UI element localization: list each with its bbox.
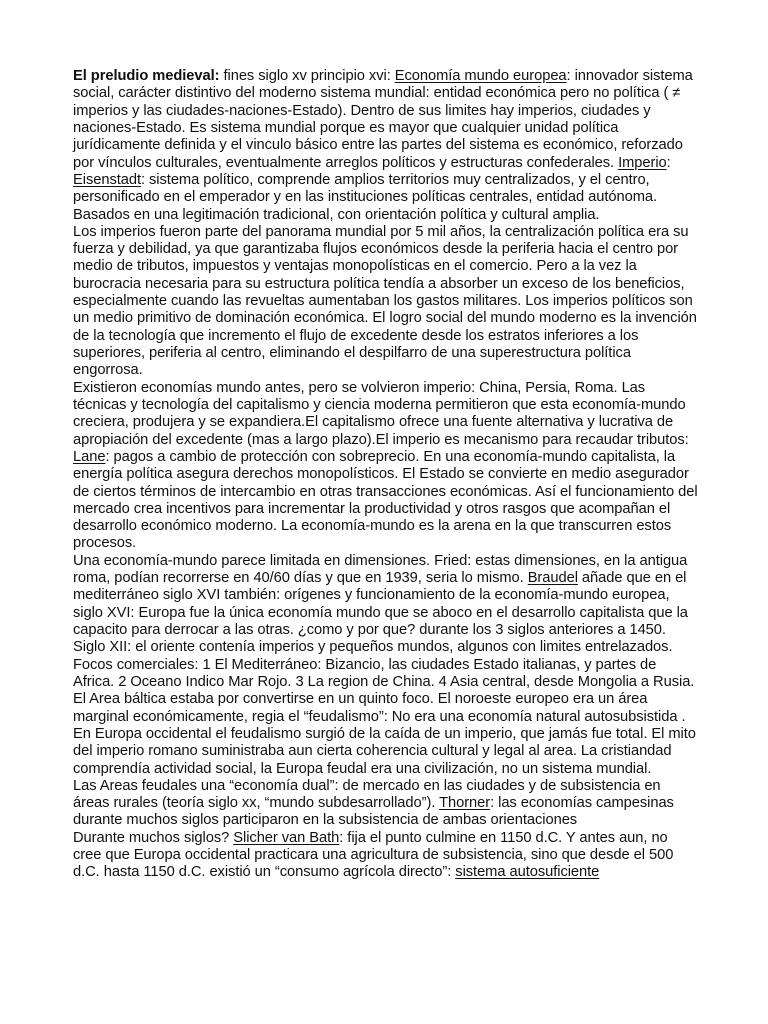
paragraph-4	[73, 553, 699, 778]
text-run: Durante muchos siglos?	[73, 829, 234, 846]
paragraph-2: Los imperios fueron parte del panorama mundial por 5 mil años, la centralización política era su fuerza y debilidad, ya que garantizaba flujos económicos desde la periferia hacia el centro por medio de tributos, impuestos y ventajas monopolísticas en el comercio. Pero a la vez la burocracia necesaria para su estructura política tendía a absorber un exceso de los beneficios, especialmente cuando las revueltas aumentaban los gastos militares. Los imperios políticos son un medio primitivo de dominación económica. El logro social del mundo moderno es la invención de la tecnología que incremento el flujo de excedente desde los estratos inferiores a los superiores, periferia al centro, eliminando el despilfarro de una superestructura política engorrosa.	[73, 223, 697, 379]
underlined-term-braudel: Braudel	[527, 570, 578, 587]
underlined-term-economia-mundo: Economía mundo europea	[394, 68, 567, 84]
paragraph-3	[73, 380, 699, 553]
text-run: :	[666, 154, 671, 171]
underlined-term-lane: Lane	[73, 448, 106, 465]
text-run: : sistema político, comprende amplios territorios muy centralizados, y el centro, personificado en el emperador y en las instituciones políticas centrales, entidad autónoma. Basados en una legitimación tradicional, con orientación política y cultural amplia.	[73, 171, 658, 223]
paragraph-6	[73, 830, 699, 882]
text-run: fines siglo xv principio xvi:	[219, 68, 395, 84]
text-run: añade que en el mediterráneo siglo XVI también: orígenes y funcionamiento de la economía-mundo europea, siglo XVI: Europa fue la única economía mundo que se aboco en el desarrollo capitalista que la capacito para derrocar a las otras. ¿como y por que? durante los 3 siglos anteriores a 1450. Siglo XII: el oriente contenía imperios y pequeños mundos, algunos con limites entrelazados. Focos comerciales: 1 El Mediterráneo: Bizancio, las ciudades Estado italianas, y partes de Africa. 2 Oceano Indico Mar Rojo. 3 La region de China. 4 Asia central, desde Mongolia a Rusia. El Area báltica estaba por convertirse en un quinto foco. El noroeste europeo era un área marginal económicamente, regia el “feudalismo”: No era una economía natural autosubsistida . En Europa occidental el feudalismo surgió de la caída de un imperio, que jamás fue total. El mito del imperio romano suministraba aun cierta coherencia cultural y legal al area. La cristiandad comprendía actividad social, la Europa feudal era una civilización, no un sistema mundial.	[73, 570, 696, 777]
underlined-term-imperio: Imperio	[618, 154, 667, 171]
document-body	[73, 68, 699, 882]
section-heading: El preludio medieval:	[73, 68, 220, 84]
text-run: Existieron economías mundo antes, pero se volvieron imperio: China, Persia, Roma. Las técnicas y tecnología del capitalismo y ciencia moderna permitieron que esta economía-mundo creciera, produjera y se expandiera.El capitalismo ofrece una fuente alternativa y lucrativa de apropiación del excedente (mas a largo plazo).El imperio es mecanismo para recaudar tributos:	[73, 379, 689, 448]
underlined-term-eisenstadt: Eisenstadt	[73, 171, 141, 188]
text-run: : pagos a cambio de protección con sobreprecio. En una economía-mundo capitalista, la energía política asegura derechos monopolísticos. El Estado se convierte en medio asegurador de ciertos términos de intercambio en otras transacciones económicas. Así el funcionamiento del mercado crea incentivos para incrementar la productividad y otros rasgos que acompañan el desarrollo económico moderno. La economía-mundo es la arena en la que transcurren estos procesos.	[73, 448, 698, 552]
text-run: : las economías campesinas durante muchos siglos participaron en la subsistencia de ambas orientaciones	[73, 795, 674, 829]
text-run: Las Areas feudales una “economía dual”: de mercado en las ciudades y de subsistencia en áreas rurales (teoría siglo xx, “mundo subdesarrollado”).	[73, 777, 661, 812]
underlined-term-thorner: Thorner	[439, 795, 491, 812]
underlined-term-slicher-van-bath: Slicher van Bath	[233, 829, 340, 846]
underlined-term-sistema-autosuficiente: sistema autosuficiente	[455, 864, 600, 881]
text-run: Una economía-mundo parece limitada en dimensiones. Fried: estas dimensiones, en la antigua roma, podían recorrerse en 40/60 días y que en 1939, seria lo mismo.	[73, 552, 688, 587]
text-run: : innovador sistema social, carácter distintivo del moderno sistema mundial: entidad económica pero no política ( ≠ imperios y las ciudades-naciones-Estado). Dentro de sus limites hay imperios, ciudades y naciones-Estado. Es sistema mundial porque es mayor que cualquier unidad política jurídicamente definida y el vinculo básico entre las partes del sistema es económico, reforzado por vínculos culturales, eventualmente arreglos políticos y estructuras confederales.	[73, 68, 693, 171]
paragraph-1	[73, 68, 699, 224]
paragraph-5	[73, 778, 699, 830]
text-run: : fija el punto culmine en 1150 d.C. Y antes aun, no cree que Europa occidental practicara una agricultura de subsistencia, sino que desde el 500 d.C. hasta 1150 d.C. existió un “consumo agrícola directo”:	[73, 829, 674, 881]
